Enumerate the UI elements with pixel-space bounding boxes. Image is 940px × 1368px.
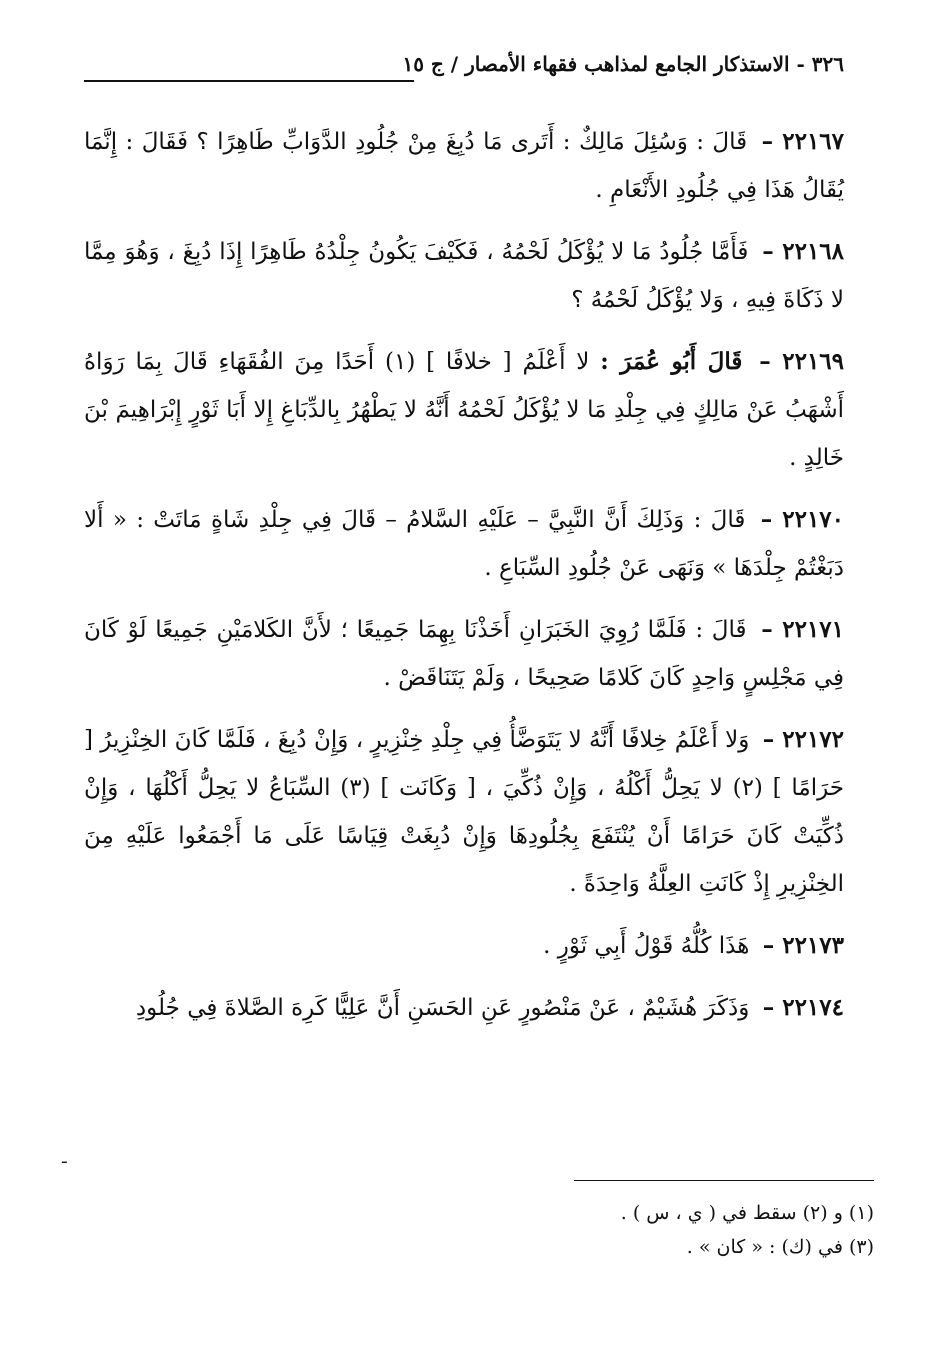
paragraph-number: ٢٢١٧٣ – [762,932,844,959]
paragraph-22174 [84,984,844,1032]
paragraph-22173 [84,922,844,970]
paragraph-text: قَالَ : وَسُئِلَ مَالِكٌ : أَتَرى مَا دُبِغَ مِنْ جُلُودِ الدَّوَابِّ طَاهِرًا ؟ فَقَالَ : إِنَّمَا يُقَالُ هَذَا فِي جُلُودِ الأَنْعَامِ . [84,129,844,203]
paragraph-text: لا أَعْلَمُ [ خلافًا ] (١) أَحَدًا مِنَ الفُقَهَاءِ قَالَ بِمَا رَوَاهُ أَشْهَبُ عَنْ مَالِكٍ فِي جِلْدِ مَا لا يُؤْكَلُ لَحْمُهُ أَنَّهُ لا يَطْهُرُ بِالدِّبَاغِ إِلا أَبَا ثَوْرٍ إِبْرَاهِيمَ بْنَ خَالِدٍ . [84,349,844,471]
paragraph-text: قَالَ : فَلَمَّا رُوِيَ الخَبَرَانِ أَخَذْنَا بِهِمَا جَمِيعًا ؛ لأَنَّ الكَلامَيْنِ جَمِيعًا لَوْ كَانَ فِي مَجْلِسٍ وَاحِدٍ كَانَ كَلامًا صَحِيحًا ، وَلَمْ يَتَنَاقَضْ . [84,617,844,691]
running-header [84,52,844,92]
paragraph-22170 [84,496,844,592]
paragraph-number: ٢٢١٦٩ – [759,348,845,375]
paragraph-number: ٢٢١٧٢ – [762,726,845,753]
paragraph-22172 [84,716,844,908]
paragraph-text: قَالَ : وَذَلِكَ أَنَّ النَّبِيَّ – عَلَيْهِ السَّلامُ – قَالَ فِي جِلْدِ شَاةٍ مَاتَتْ : « أَلا دَبَغْتُمْ جِلْدَهَا » وَنَهَى عَنْ جُلُودِ السِّبَاعِ . [84,507,844,581]
paragraph-number: ٢٢١٦٧ – [761,128,845,155]
footnotes [84,1196,874,1264]
footnote-1: (١) و (٢) سقط في ( ي ، س ) . [620,1202,874,1224]
paragraph-22168 [84,228,844,324]
main-text [84,118,844,1046]
paragraph-text: هَذَا كُلُّهُ قَوْلُ أَبِي ثَوْرٍ . [543,933,750,959]
paragraph-text: وَذَكَرَ هُشَيْمٌ ، عَنْ مَنْصُورٍ عَنِ الحَسَنِ أَنَّ عَلِيًّا كَرِهَ الصَّلاةَ فِي جُلُودِ [135,995,750,1021]
paragraph-22171 [84,606,844,702]
continuation-mark: ـ [62,1148,67,1167]
footnote-2: (٣) في (ك) : « كان » . [686,1236,874,1258]
header-title: ٣٢٦ - الاستذكار الجامع لمذاهب فقهاء الأمصار / ج ١٥ [402,52,844,76]
paragraph-number: ٢٢١٧٠ – [760,506,845,533]
paragraph-number: ٢٢١٦٨ – [762,238,845,265]
paragraph-text: وَلا أَعْلَمُ خِلافًا أَنَّهُ لا يَتَوَضَّأُ فِي جِلْدِ خِنْزِيرٍ ، وَإِنْ دُبِغَ ، فَلَمَّا كَانَ الخِنْزِيرُ [ حَرَامًا ] (٢) لا يَحِلُّ أَكْلُهُ ، وَإِنْ ذُكِّيَ ، [ وَكَانَت ] (٣) السِّبَاعُ لا يَحِلُّ أَكْلُهَا ، وَإِنْ ذُكِّيَتْ كَانَ حَرَامًا أَنْ يُنْتَفَعَ بِجُلُودِهَا وَإِنْ دُبِغَتْ قِيَاسًا عَلَى مَا أَجْمَعُوا عَلَيْهِ مِنَ الخِنْزِيرِ إِذْ كَانَتِ العِلَّةُ وَاحِدَةً . [84,727,845,897]
footnote-rule [574,1180,874,1181]
header-rule [84,80,414,82]
paragraph-22169 [84,338,844,482]
paragraph-text: فَأَمَّا جُلُودُ مَا لا يُؤْكَلُ لَحْمُهُ ، فَكَيْفَ يَكُونُ جِلْدُهُ طَاهِرًا إِذَا دُبِغَ ، وَهُوَ مِمَّا لا ذَكَاةَ فِيهِ ، وَلا يُؤْكَلُ لَحْمُهُ ؟ [84,239,844,313]
paragraph-number: ٢٢١٧٤ – [762,994,844,1021]
speaker-label: قَالَ أَبُو عُمَرَ : [600,348,743,375]
paragraph-number: ٢٢١٧١ – [761,616,844,643]
paragraph-22167 [84,118,844,214]
